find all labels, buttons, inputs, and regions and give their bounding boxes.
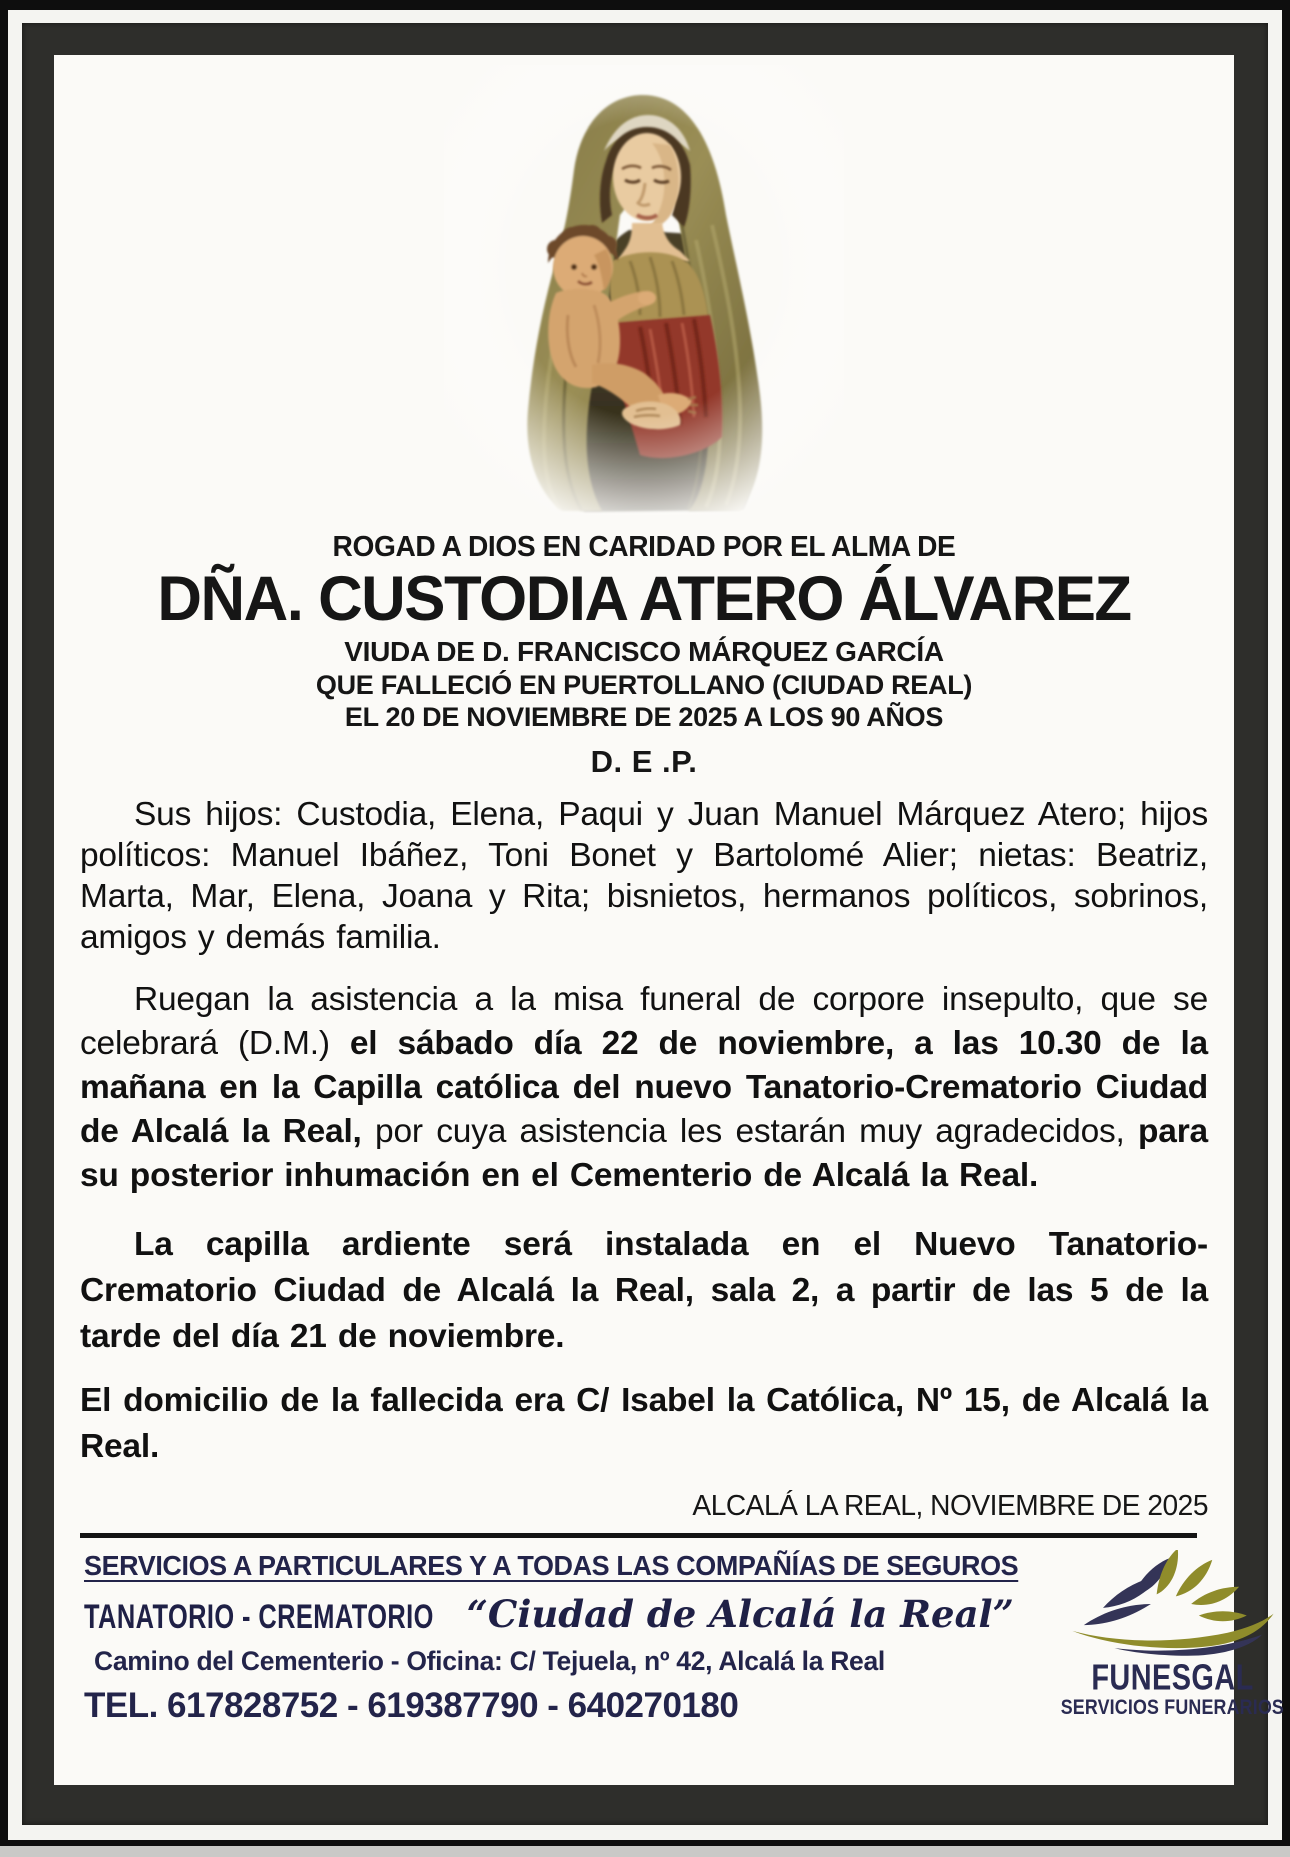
funesgal-logo: [1037, 1548, 1290, 1775]
funeral-home-footer: [80, 1548, 1284, 1775]
logo-tagline-text: SERVICIOS FUNERARIOS: [1060, 1696, 1284, 1719]
table-surface-strip: [0, 1846, 1290, 1857]
frame-white-mat: [8, 10, 1282, 1840]
madonna-and-child-statue-icon: [444, 65, 844, 515]
death-date-line: EL 20 DE NOVIEMBRE DE 2025 A LOS 90 AÑOS: [344, 702, 944, 732]
logo-brand-text: FUNESGAL: [1091, 1658, 1254, 1698]
facility-label: TANATORIO - CREMATORIO: [84, 1596, 434, 1637]
domicile-paragraph: El domicilio de la fallecida era C/ Isabel la Católica, Nº 15, de Alcalá la Real.: [80, 1382, 1208, 1465]
footer-divider: [80, 1533, 1197, 1538]
obituary-page: [54, 55, 1284, 1785]
phone-numbers-line: TEL. 617828752 - 619387790 - 640270180: [84, 1686, 739, 1725]
deceased-name: DÑA. CUSTODIA ATERO ÁLVAREZ: [157, 564, 1131, 634]
invocation-line: ROGAD A DIOS EN CARIDAD POR EL ALMA DE: [332, 531, 956, 563]
place-date-line: ALCALÁ LA REAL, NOVIEMBRE DE 2025: [692, 1490, 1208, 1522]
widow-line: VIUDA DE D. FRANCISCO MÁRQUEZ GARCÍA: [344, 636, 944, 667]
facility-name: “Ciudad de Alcalá la Real”: [466, 1592, 1014, 1636]
death-place-line: QUE FALLECIÓ EN PUERTOLLANO (CIUDAD REAL): [315, 670, 973, 700]
frame-dark-mat: [22, 23, 1284, 1825]
footer-text-block: [80, 1548, 1037, 1775]
family-paragraph: Sus hijos: Custodia, Elena, Paqui y Juan Manuel Márquez Atero; hijos políticos: Manuel Ibáñez, Toni Bonet y Bartolomé Alier; nietas: Beatriz, Marta, Mar, Elena, Joana y Rita; bisnietos, hermanos políticos, sobrinos, amigos y demás familia.: [80, 796, 1208, 956]
office-address-line: Camino del Cementerio - Oficina: C/ Tejuela, nº 42, Alcalá la Real: [94, 1646, 885, 1676]
funeral-paragraph: Ruegan la asistencia a la misa funeral de corpore insepulto, que se celebrará (D.M.) el sábado día 22 de noviembre, a las 10.30 de la mañana en la Capilla católica del nuevo Tanatorio-Crematorio Ciudad de Alcalá la Real, por cuya asistencia les estarán muy agradecidos, para su posterior inhumación en el Cementerio de Alcalá la Real.: [80, 981, 1208, 1194]
dep-abbreviation: D. E .P.: [590, 744, 698, 779]
funesgal-leaves-icon: [1057, 1550, 1287, 1658]
services-line: SERVICIOS A PARTICULARES Y A TODAS LAS COMPAÑÍAS DE SEGUROS: [84, 1550, 1019, 1581]
madonna-and-child-statue-image: [80, 65, 1208, 515]
chapel-paragraph: La capilla ardiente será instalada en el Nuevo Tanatorio-Crematorio Ciudad de Alcalá la Real, sala 2, a partir de las 5 de la tarde del día 21 de noviembre.: [80, 1226, 1208, 1355]
facility-line: [84, 1592, 1037, 1636]
